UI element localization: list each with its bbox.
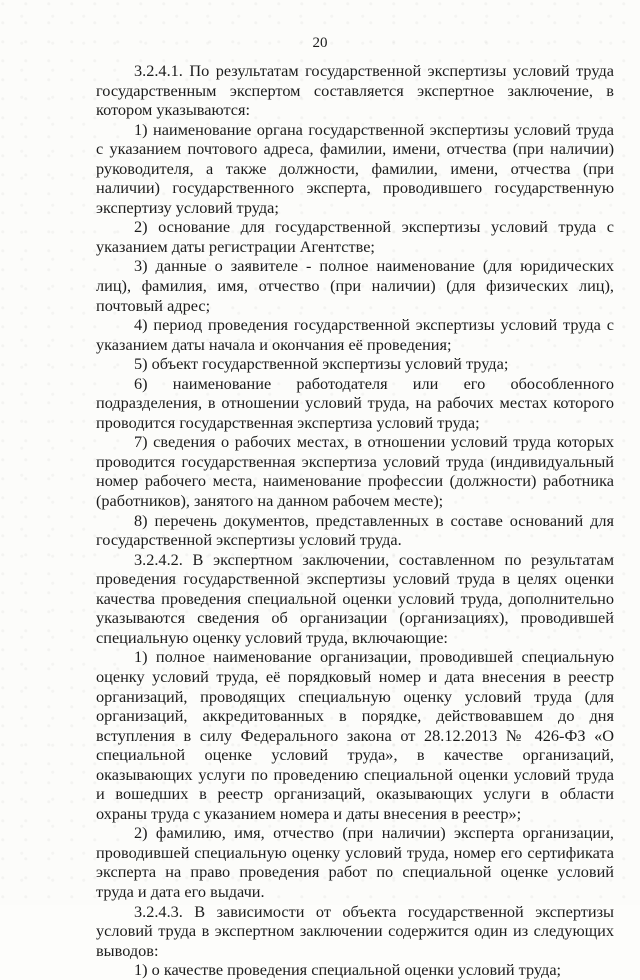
list-item-1-conclusion: 1) о качестве проведения специальной оценки условий труда; [134, 960, 562, 980]
list-item-2-expert: 2) фамилию, имя, отчество (при наличии) эксперта организации, проводившей специальную оценку условий труда, номер его сертификата эксперта на право проведения работ по специальной оценке условий труда и дата его выдачи. [96, 823, 614, 901]
list-item-1: 1) наименование органа государственной экспертизы условий труда с указанием почтового адреса, фамилии, имени, отчества (при наличии) руководителя, а также должности, фамилии, имени, отчества (при наличии) государственного эксперта, проводившего государственную экспертизу условий труда; [96, 119, 614, 217]
list-item-4: 4) период проведения государственной экспертизы условий труда с указанием даты начала и окончания её проведения; [96, 315, 614, 354]
paragraph-3-2-4-3: 3.2.4.3. В зависимости от объекта государственной экспертизы условий труда в экспертном заключении содержится один из следующих выводов: [96, 901, 614, 960]
list-item-7: 7) сведения о рабочих местах, в отношении условий труда которых проводится государственная экспертиза условий труда (индивидуальный номер рабочего места, наименование профессии (должности) работника (работников), занятого на данном рабочем месте); [96, 432, 614, 511]
paragraph-3-2-4-1: 3.2.4.1. По результатам государственной экспертизы условий труда государственным экспертом составляется экспертное заключение, в котором указываются: [96, 61, 614, 120]
page-number: 20 [312, 35, 328, 51]
list-item-1-organization: 1) полное наименование организации, проводившей специальную оценку условий труда, её порядковый номер и дата внесения в реестр организаций, проводящих специальную оценку условий труда (для организаций, аккредитованных в порядке, действовавшем до дня вступления в силу Федерального закона от 28.12.2013 № 426-ФЗ «О специальной оценке условий труда», в качестве организаций, оказывающих услуги по проведению специальной оценки условий труда и вошедших в реестр организаций, оказывающих услуги в области охраны труда с указанием номера и даты внесения в реестр»; [96, 647, 614, 823]
list-item-5: 5) объект государственной экспертизы условий труда; [134, 354, 509, 374]
list-item-8: 8) перечень документов, представленных в составе оснований для государственной экспертизы условий труда. [96, 510, 614, 550]
paragraph-3-2-4-2: 3.2.4.2. В экспертном заключении, составленном по результатам проведения государственной экспертизы условий труда в целях оценки качества проведения специальной оценки условий труда, дополнительно указываются сведения об организации (организациях), проводившей специальную оценку условий труда, включающие: [96, 549, 614, 647]
list-item-6: 6) наименование работодателя или его обособленного подразделения, в отношении условий труда, на рабочих местах которого проводится государственная экспертиза условий труда; [96, 373, 614, 432]
list-item-3: 3) данные о заявителе - полное наименование (для юридических лиц), фамилия, имя, отчество (при наличии) (для физических лиц), почтовый адрес; [96, 256, 614, 315]
document-body [96, 61, 614, 980]
list-item-2: 2) основание для государственной экспертизы условий труда с указанием даты регистрации Агентстве; [96, 217, 614, 256]
